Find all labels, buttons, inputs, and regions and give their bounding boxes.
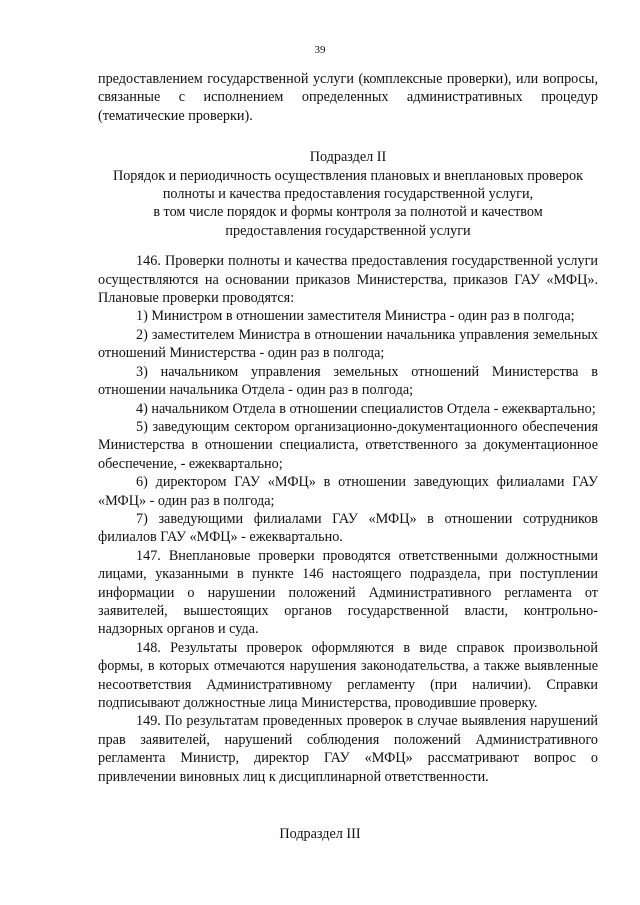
list-item-3: 3) начальником управления земельных отношений Министерства в отношении начальника Отдела - один раз в полгода; xyxy=(98,363,598,399)
subsection-title-line: предоставления государственной услуги xyxy=(225,222,471,239)
intro-paragraph: предоставлением государственной услуги (комплексные проверки), или вопросы, связанные с исполнением определенных административных процедур (тематические проверки). xyxy=(98,71,598,124)
paragraph-147: 147. Внеплановые проверки проводятся ответственными должностными лицами, указанными в пункте 146 настоящего подраздела, при поступлении информации о нарушении положений Административного регламента от заявителей, вышестоящих органов государственной власти, контрольно-надзорных органов и суда. xyxy=(98,547,598,638)
paragraph-146: 146. Проверки полноты и качества предоставления государственной услуги осуществляются на основании приказов Министерства, приказов ГАУ «МФЦ». Плановые проверки проводятся: xyxy=(98,253,598,307)
list-item-6: 6) директором ГАУ «МФЦ» в отношении заведующих филиалами ГАУ «МФЦ» - один раз в полгода; xyxy=(98,474,598,509)
paragraph-148: 148. Результаты проверок оформляются в виде справок произвольной формы, в которых отмечаются нарушения законодательства, а также выявленные несоответствия Административному регламенту (при наличии). Справки подписывают должностные лица Министерства, проводившие проверку. xyxy=(98,639,598,711)
paragraph-149: 149. По результатам проведенных проверок в случае выявления нарушений прав заявителей, нарушений соблюдения положений Административного регламента Министр, директор ГАУ «МФЦ» рассматривают вопрос о привлечении виновных лиц к дисциплинарной ответственности. xyxy=(98,713,598,785)
subsection-title xyxy=(98,167,598,241)
list-item-7: 7) заведующими филиалами ГАУ «МФЦ» в отношении сотрудников филиалов ГАУ «МФЦ» - ежеквартально. xyxy=(98,510,598,546)
list-item-4: 4) начальником Отдела в отношении специалистов Отдела - ежеквартально; xyxy=(136,400,596,417)
document-body xyxy=(98,70,598,786)
list-item-1: 1) Министром в отношении заместителя Министра - один раз в полгода; xyxy=(136,308,575,325)
list-item-5: 5) заведующим сектором организационно-документационного обеспечения Министерства в отношении специалиста, ответственного за документационное обеспечение, - ежеквартально; xyxy=(98,418,598,472)
subsection-title-line: полноты и качества предоставления государственной услуги, xyxy=(162,186,534,203)
subsection-label: Подраздел II xyxy=(309,149,387,166)
subsection-title-line: Порядок и периодичность осуществления плановых и внеплановых проверок xyxy=(112,167,584,184)
next-subsection-label: Подраздел III xyxy=(279,826,361,842)
subsection-title-line: в том числе порядок и формы контроля за полнотой и качеством xyxy=(153,204,543,221)
list-item-2: 2) заместителем Министра в отношении начальника управления земельных отношений Министерства - один раз в полгода; xyxy=(98,326,598,362)
page-number: 39 xyxy=(314,44,326,56)
